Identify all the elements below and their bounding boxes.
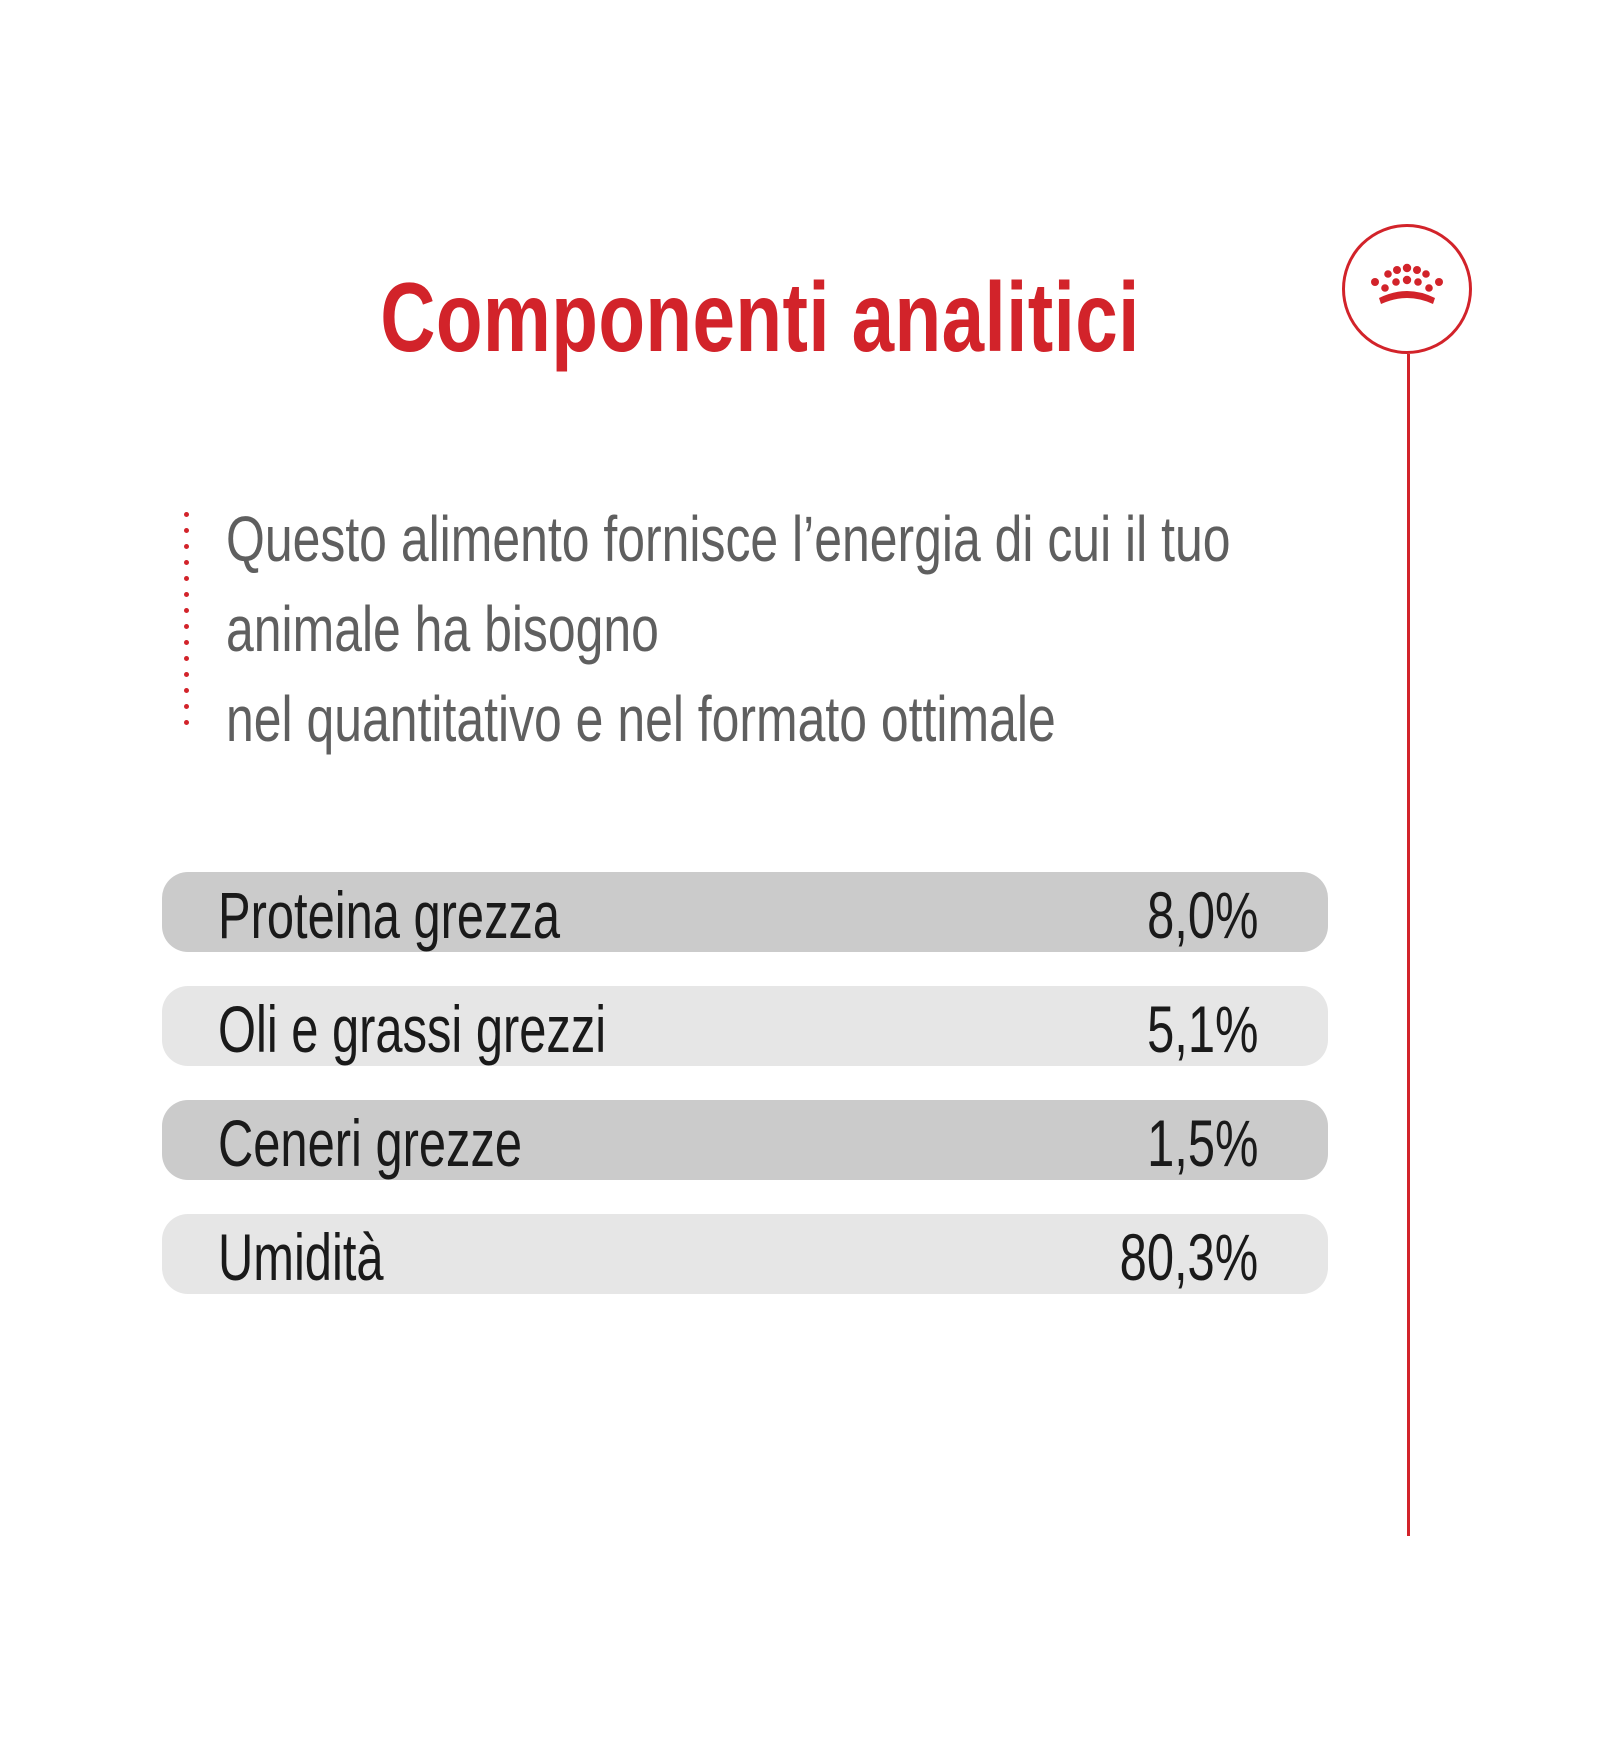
component-value: 1,5% [1146, 1106, 1258, 1180]
dotted-divider [184, 512, 190, 722]
description-line: animale ha bisogno [226, 593, 659, 665]
crown-icon [1367, 262, 1447, 314]
analytical-components-table [162, 872, 1328, 1328]
description-line: Questo alimento fornisce l’energia di cui il tuo [226, 503, 1231, 575]
brand-logo [1342, 224, 1472, 354]
page-title: Componenti analitici [380, 262, 1140, 372]
component-name: Proteina grezza [218, 878, 561, 952]
component-row [162, 872, 1328, 952]
component-name: Ceneri grezze [218, 1106, 523, 1180]
component-value: 80,3% [1119, 1220, 1258, 1294]
component-row [162, 1214, 1328, 1294]
description-line: nel quantitativo e nel formato ottimale [226, 683, 1056, 755]
component-value: 5,1% [1146, 992, 1258, 1066]
description [226, 494, 1231, 764]
component-row [162, 986, 1328, 1066]
decorative-vertical-line [1407, 354, 1410, 1536]
component-row [162, 1100, 1328, 1180]
component-value: 8,0% [1146, 878, 1258, 952]
component-name: Oli e grassi grezzi [218, 992, 607, 1066]
component-name: Umidità [218, 1220, 384, 1294]
